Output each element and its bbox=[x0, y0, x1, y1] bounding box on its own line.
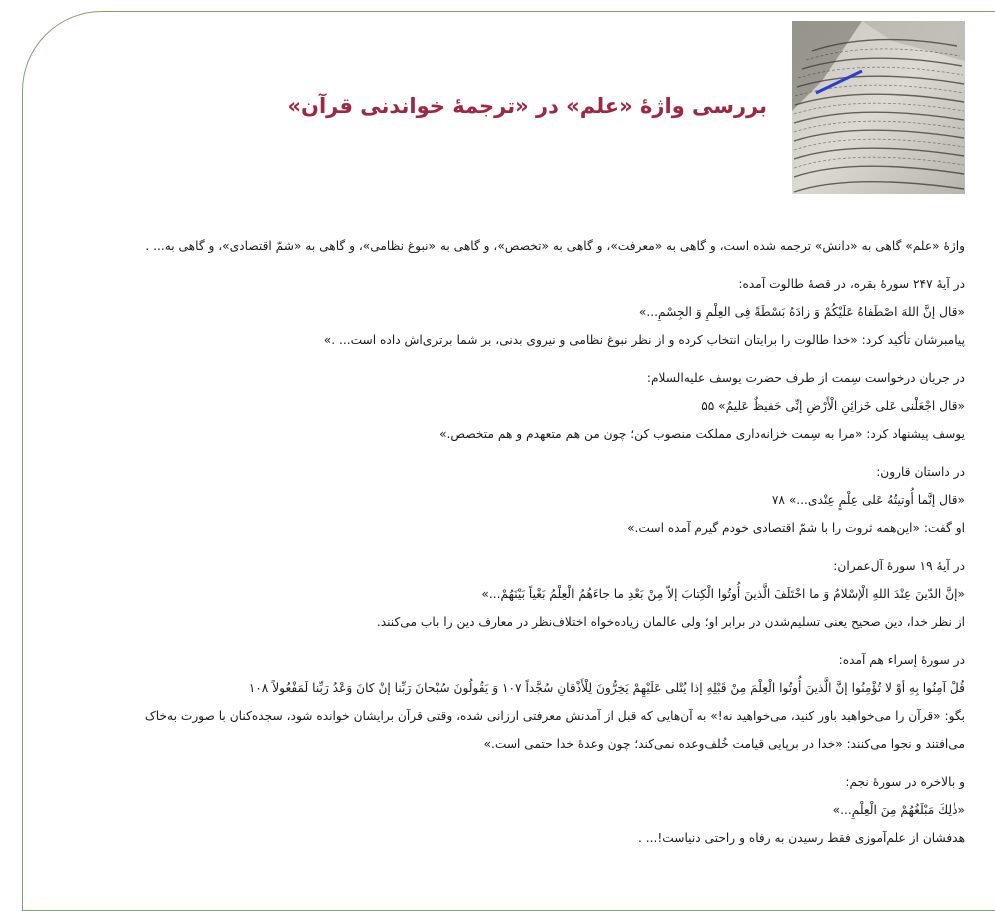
verse: «إنَّ الدّينَ عِنْدَ اللهِ الْإسْلامُ وَ ما اخْتَلَفَ الَّذينَ أُوتُوا الْكِتابَ إلاّ مِنْ بَعْدِ ما جاءَهُمُ الْعِلْمُ بَغْياً بَيْنَهُمْ...» bbox=[481, 587, 965, 601]
quran-page-photo bbox=[792, 21, 965, 194]
section-intro: در آیهٔ ۱۹ سورهٔ آل‌عمران: bbox=[833, 559, 965, 573]
translation: یوسف پیشنهاد کرد: «مرا به سِمت خزانه‌داری مملکت منصوب کن؛ چون من هم متعهدم و هم متخصص.» bbox=[439, 427, 965, 441]
section-intro: در جریان درخواست سِمت از طرف حضرت یوسف علیه‌السلام: bbox=[646, 371, 965, 385]
paragraph: واژهٔ «علم» گاهی به «دانش» ترجمه شده است، و گاهی به «معرفت»، و گاهی به «تخصص»، و گاهی به «نبوغ نظامی»، و گاهی به «شمّ اقتصادی»، و گاهی به... . bbox=[145, 239, 965, 253]
verse: «ذٰلِكَ مَبْلَغُهُمْ مِنَ الْعِلْمِ...» bbox=[832, 803, 965, 817]
article-body bbox=[60, 232, 965, 852]
section-intro: در سورهٔ إسراء هم آمده: bbox=[838, 653, 965, 667]
verse: «قال إنَّ اللهَ اصْطَفاهُ عَلَيْكُمْ وَ زادَهُ بَسْطَةً فِى العِلْمِ وَ الجِسْمِ...» bbox=[638, 305, 965, 319]
article-title: بررسی واژهٔ «علم» در «ترجمهٔ خواندنی قرآن» bbox=[287, 94, 767, 118]
translation: از نظر خدا، دین صحیح یعنی تسلیم‌شدن در برابر او؛ ولی عالمان زیاده‌خواه اختلاف‌نظر در معارف دین را باب می‌کنند. bbox=[376, 615, 965, 629]
translation: می‌افتند و نجوا می‌کنند: «خدا در برپایی قیامت خُلف‌وعده نمی‌کند؛ چون وعدهٔ خدا حتمی است.» bbox=[483, 737, 965, 751]
section-intro: در داستان قارون: bbox=[876, 465, 965, 479]
verse: قُلْ آمِنُوا بِهِ أوْ لا تُؤْمِنُوا إنَّ الَّذينَ أُوتُوا الْعِلْمَ مِنْ قَبْلِهِ إذا يُتْلى عَلَيْهِمْ يَخِرُّونَ لِلْأَذْقانِ سُجَّداً ۱۰۷ وَ يَقُولُونَ سُبْحانَ رَبِّنا إنْ كانَ وَعْدُ رَبِّنا لَمَفْعُولاً ۱۰۸ bbox=[248, 681, 965, 695]
translation: او گفت: «این‌همه ثروت را با شمّ اقتصادی خودم گیرم آمده است.» bbox=[627, 521, 965, 535]
article bbox=[60, 0, 965, 843]
translation: بگو: «قرآن را می‌خواهید باور کنید، می‌خواهید نه!» به آن‌هایی که قبل از آمدنش معرفتی ارزانی شده، وقتی قرآن برایشان خوانده شود، سجده‌کنان با صورت به‌خاک bbox=[144, 709, 965, 723]
section-intro: در آیهٔ ۲۴۷ سورهٔ بقره، در قصهٔ طالوت آمده: bbox=[738, 277, 965, 291]
translation: پیامبرشان تأکید کرد: «خدا طالوت را برایتان انتخاب کرده و از نظر نبوغ نظامی و نیروی بدنی، بر شما برتری‌اش داده است... .» bbox=[323, 333, 965, 347]
verse: «قال اجْعَلْنى عَلى خَزائِنِ الْأَرْضِ إنِّى حَفيظٌ عَليمٌ» ۵۵ bbox=[701, 399, 965, 413]
verse: «قال إنَّما أُوتيتُهُ عَلى عِلْمٍ عِنْدى...» ۷۸ bbox=[771, 493, 965, 507]
section-intro: و بالاخره در سورهٔ نجم: bbox=[845, 775, 965, 789]
translation: هدفشان از علم‌آموزی فقط رسیدن به رفاه و راحتی دنیاست!... . bbox=[638, 831, 965, 845]
